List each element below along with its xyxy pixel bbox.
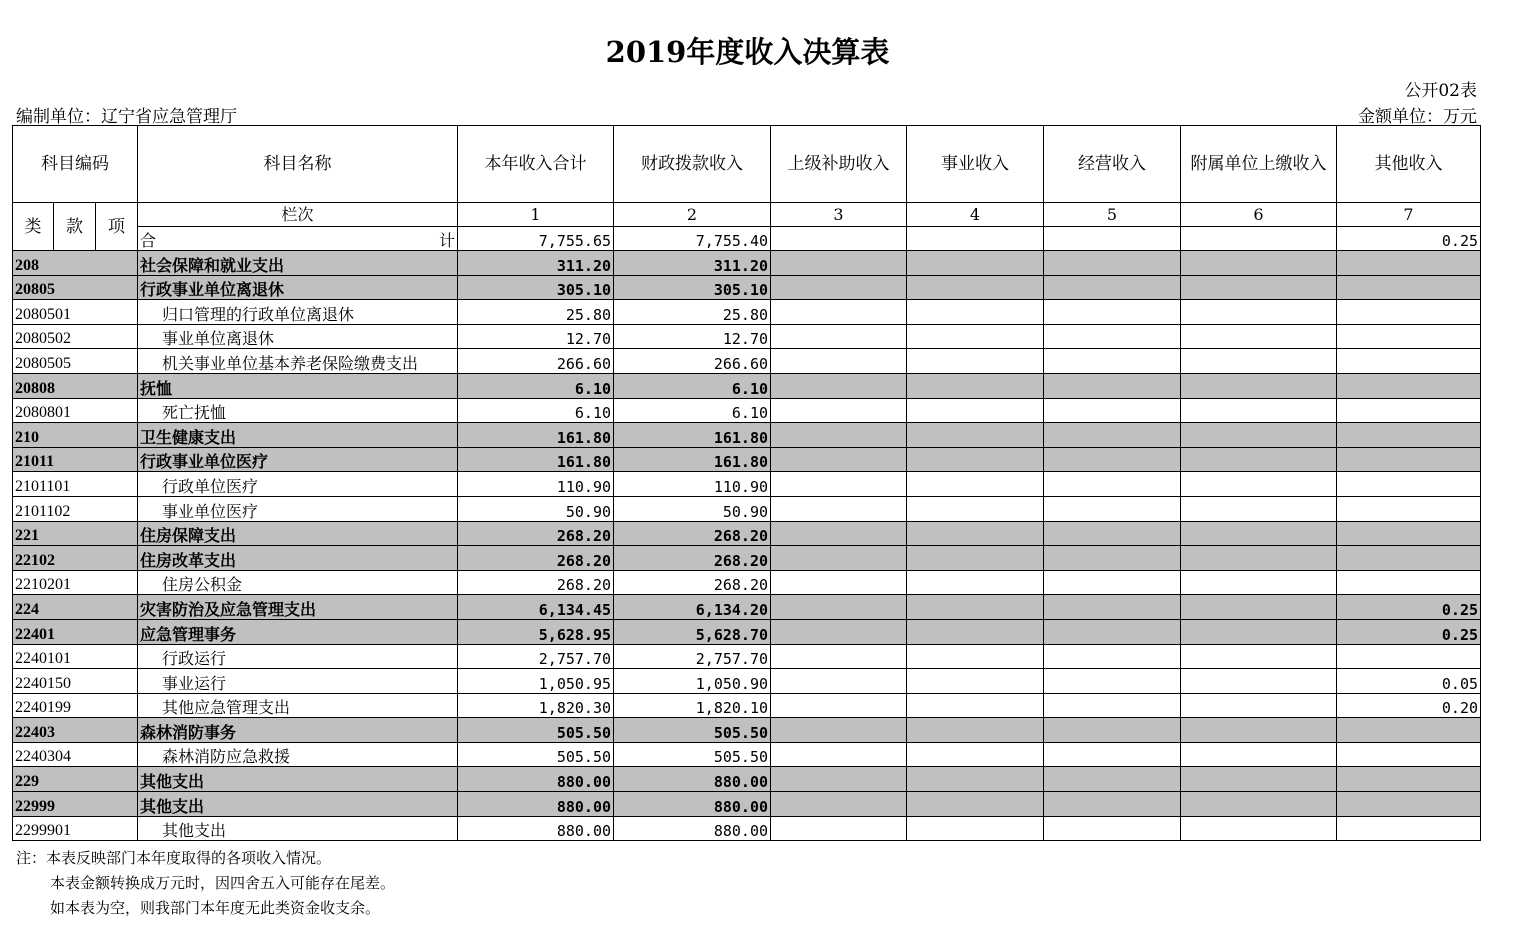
row-name: 抚恤 xyxy=(138,373,458,398)
row-value-5 xyxy=(1044,300,1181,325)
row-value-3 xyxy=(771,373,907,398)
header-col-2: 财政拨款收入 xyxy=(614,126,771,203)
col-index-6: 6 xyxy=(1181,203,1337,227)
table-row xyxy=(13,595,1481,620)
row-code: 229 xyxy=(13,767,138,792)
row-value-6 xyxy=(1181,816,1337,841)
row-value-6 xyxy=(1181,767,1337,792)
row-value-2: 2,757.70 xyxy=(614,644,771,669)
table-row xyxy=(13,251,1481,276)
row-value-6 xyxy=(1181,546,1337,571)
row-value-3 xyxy=(771,447,907,472)
col-index-3: 3 xyxy=(771,203,907,227)
row-value-5 xyxy=(1044,275,1181,300)
row-value-2: 110.90 xyxy=(614,472,771,497)
row-code: 2210201 xyxy=(13,570,138,595)
row-name: 森林消防应急救援 xyxy=(138,742,458,767)
row-value-4 xyxy=(907,423,1044,448)
row-value-2: 880.00 xyxy=(614,767,771,792)
row-name: 应急管理事务 xyxy=(138,619,458,644)
row-name: 事业运行 xyxy=(138,669,458,694)
page-title: 2019年度收入决算表 xyxy=(605,35,890,69)
row-value-2: 6.10 xyxy=(614,398,771,423)
header-xiang: 项 xyxy=(96,203,138,251)
header-kuan: 款 xyxy=(54,203,96,251)
table-row xyxy=(13,373,1481,398)
row-value-2: 5,628.70 xyxy=(614,619,771,644)
col-index-1: 1 xyxy=(458,203,614,227)
row-code: 210 xyxy=(13,423,138,448)
header-col-1: 本年收入合计 xyxy=(458,126,614,203)
row-value-2: 12.70 xyxy=(614,324,771,349)
row-value-1: 110.90 xyxy=(458,472,614,497)
row-value-4 xyxy=(907,792,1044,817)
row-value-7 xyxy=(1337,570,1481,595)
row-name: 住房改革支出 xyxy=(138,546,458,571)
row-value-5 xyxy=(1044,742,1181,767)
row-code: 208 xyxy=(13,251,138,276)
row-name: 其他支出 xyxy=(138,767,458,792)
row-value-4 xyxy=(907,398,1044,423)
row-value-3 xyxy=(771,669,907,694)
row-code: 2080501 xyxy=(13,300,138,325)
row-value-3 xyxy=(771,792,907,817)
row-code: 2080801 xyxy=(13,398,138,423)
row-value-3 xyxy=(771,644,907,669)
table-row xyxy=(13,275,1481,300)
row-code: 22102 xyxy=(13,546,138,571)
row-value-5 xyxy=(1044,373,1181,398)
table-row xyxy=(13,300,1481,325)
row-value-7 xyxy=(1337,472,1481,497)
row-value-1: 505.50 xyxy=(458,718,614,743)
col-index-5: 5 xyxy=(1044,203,1181,227)
row-name: 森林消防事务 xyxy=(138,718,458,743)
row-value-5 xyxy=(1044,644,1181,669)
row-value-2: 505.50 xyxy=(614,742,771,767)
row-value-6 xyxy=(1181,496,1337,521)
note-line-1: 注：本表反映部门本年度取得的各项收入情况。 xyxy=(16,849,332,867)
row-value-3 xyxy=(771,595,907,620)
table-row xyxy=(13,693,1481,718)
row-value-6 xyxy=(1181,472,1337,497)
row-name: 机关事业单位基本养老保险缴费支出 xyxy=(138,349,458,374)
row-value-4 xyxy=(907,349,1044,374)
row-value-7 xyxy=(1337,496,1481,521)
row-value-2: 1,820.10 xyxy=(614,693,771,718)
row-value-5 xyxy=(1044,669,1181,694)
row-value-1: 5,628.95 xyxy=(458,619,614,644)
notes xyxy=(16,846,395,921)
header-row xyxy=(13,126,1481,203)
row-value-5 xyxy=(1044,472,1181,497)
row-value-6 xyxy=(1181,275,1337,300)
row-value-4 xyxy=(907,767,1044,792)
total-row xyxy=(13,227,1481,251)
row-value-4 xyxy=(907,496,1044,521)
row-value-7 xyxy=(1337,816,1481,841)
row-code: 2240150 xyxy=(13,669,138,694)
table-row xyxy=(13,521,1481,546)
col-index-4: 4 xyxy=(907,203,1044,227)
row-value-3 xyxy=(771,496,907,521)
row-name: 社会保障和就业支出 xyxy=(138,251,458,276)
row-value-2: 50.90 xyxy=(614,496,771,521)
row-value-5 xyxy=(1044,447,1181,472)
table-row xyxy=(13,398,1481,423)
header-col-3: 上级补助收入 xyxy=(771,126,907,203)
row-value-4 xyxy=(907,742,1044,767)
row-name: 事业单位医疗 xyxy=(138,496,458,521)
total-label-he: 合 xyxy=(140,231,157,250)
table-row xyxy=(13,742,1481,767)
row-value-2: 268.20 xyxy=(614,570,771,595)
row-value-5 xyxy=(1044,718,1181,743)
row-value-6 xyxy=(1181,693,1337,718)
row-value-4 xyxy=(907,595,1044,620)
row-value-5 xyxy=(1044,767,1181,792)
total-value-6 xyxy=(1181,227,1337,251)
header-lei: 类 xyxy=(13,203,54,251)
row-code: 2101102 xyxy=(13,496,138,521)
table-row xyxy=(13,447,1481,472)
row-code: 2240101 xyxy=(13,644,138,669)
row-value-4 xyxy=(907,570,1044,595)
row-value-1: 1,820.30 xyxy=(458,693,614,718)
row-name: 行政事业单位医疗 xyxy=(138,447,458,472)
income-final-account-table xyxy=(12,125,1481,841)
row-value-7 xyxy=(1337,398,1481,423)
row-value-4 xyxy=(907,300,1044,325)
table-row xyxy=(13,496,1481,521)
row-value-4 xyxy=(907,693,1044,718)
row-name: 其他支出 xyxy=(138,816,458,841)
row-value-1: 305.10 xyxy=(458,275,614,300)
row-value-3 xyxy=(771,472,907,497)
row-value-2: 311.20 xyxy=(614,251,771,276)
row-code: 20808 xyxy=(13,373,138,398)
row-value-6 xyxy=(1181,595,1337,620)
table-row xyxy=(13,546,1481,571)
row-value-1: 268.20 xyxy=(458,570,614,595)
row-value-2: 268.20 xyxy=(614,521,771,546)
row-value-7 xyxy=(1337,447,1481,472)
row-value-7 xyxy=(1337,349,1481,374)
row-value-6 xyxy=(1181,373,1337,398)
row-name: 行政单位医疗 xyxy=(138,472,458,497)
row-value-6 xyxy=(1181,619,1337,644)
table-row xyxy=(13,324,1481,349)
row-value-4 xyxy=(907,251,1044,276)
row-value-1: 880.00 xyxy=(458,816,614,841)
row-value-6 xyxy=(1181,447,1337,472)
row-value-3 xyxy=(771,300,907,325)
row-value-7: 0.25 xyxy=(1337,619,1481,644)
row-value-3 xyxy=(771,521,907,546)
row-value-7 xyxy=(1337,251,1481,276)
row-code: 20805 xyxy=(13,275,138,300)
row-value-3 xyxy=(771,398,907,423)
row-value-1: 311.20 xyxy=(458,251,614,276)
total-label-ji: 计 xyxy=(439,231,456,250)
row-value-4 xyxy=(907,718,1044,743)
note-line-2: 本表金额转换成万元时，因四舍五入可能存在尾差。 xyxy=(50,874,396,892)
row-value-5 xyxy=(1044,546,1181,571)
row-value-2: 880.00 xyxy=(614,792,771,817)
row-value-6 xyxy=(1181,324,1337,349)
row-value-5 xyxy=(1044,693,1181,718)
row-value-7 xyxy=(1337,521,1481,546)
total-value-1: 7,755.65 xyxy=(458,227,614,251)
row-value-5 xyxy=(1044,496,1181,521)
row-name: 事业单位离退休 xyxy=(138,324,458,349)
row-name: 其他支出 xyxy=(138,792,458,817)
row-value-1: 268.20 xyxy=(458,546,614,571)
row-value-6 xyxy=(1181,570,1337,595)
header-lanci: 栏次 xyxy=(138,203,458,227)
row-value-2: 25.80 xyxy=(614,300,771,325)
row-value-7 xyxy=(1337,546,1481,571)
row-value-1: 268.20 xyxy=(458,521,614,546)
row-name: 死亡抚恤 xyxy=(138,398,458,423)
row-value-6 xyxy=(1181,718,1337,743)
row-value-3 xyxy=(771,816,907,841)
header-col-6: 附属单位上缴收入 xyxy=(1181,126,1337,203)
total-label xyxy=(138,227,458,251)
row-value-1: 1,050.95 xyxy=(458,669,614,694)
row-value-3 xyxy=(771,349,907,374)
row-value-4 xyxy=(907,472,1044,497)
row-code: 2080505 xyxy=(13,349,138,374)
total-value-4 xyxy=(907,227,1044,251)
row-value-3 xyxy=(771,693,907,718)
row-value-3 xyxy=(771,324,907,349)
row-value-5 xyxy=(1044,521,1181,546)
total-value-5 xyxy=(1044,227,1181,251)
row-value-7 xyxy=(1337,373,1481,398)
form-number: 公开02表 xyxy=(1404,81,1477,101)
row-value-4 xyxy=(907,816,1044,841)
row-value-3 xyxy=(771,275,907,300)
row-value-3 xyxy=(771,619,907,644)
header-col-4: 事业收入 xyxy=(907,126,1044,203)
row-value-5 xyxy=(1044,251,1181,276)
row-value-7 xyxy=(1337,718,1481,743)
row-name: 行政运行 xyxy=(138,644,458,669)
row-value-7 xyxy=(1337,423,1481,448)
row-value-4 xyxy=(907,373,1044,398)
table-row xyxy=(13,792,1481,817)
row-name: 卫生健康支出 xyxy=(138,423,458,448)
row-code: 2240199 xyxy=(13,693,138,718)
col-index-7: 7 xyxy=(1337,203,1481,227)
row-value-3 xyxy=(771,546,907,571)
row-value-1: 880.00 xyxy=(458,767,614,792)
row-value-2: 505.50 xyxy=(614,718,771,743)
column-index-row xyxy=(13,203,1481,227)
row-value-6 xyxy=(1181,742,1337,767)
row-value-3 xyxy=(771,251,907,276)
row-value-4 xyxy=(907,324,1044,349)
row-value-1: 6.10 xyxy=(458,398,614,423)
row-value-5 xyxy=(1044,423,1181,448)
row-value-7 xyxy=(1337,644,1481,669)
row-value-1: 50.90 xyxy=(458,496,614,521)
total-value-7: 0.25 xyxy=(1337,227,1481,251)
header-code: 科目编码 xyxy=(13,126,138,203)
row-value-7: 0.05 xyxy=(1337,669,1481,694)
row-code: 2240304 xyxy=(13,742,138,767)
row-value-3 xyxy=(771,718,907,743)
row-value-2: 161.80 xyxy=(614,447,771,472)
row-value-1: 12.70 xyxy=(458,324,614,349)
row-value-7 xyxy=(1337,324,1481,349)
row-name: 其他应急管理支出 xyxy=(138,693,458,718)
row-value-2: 1,050.90 xyxy=(614,669,771,694)
row-value-6 xyxy=(1181,300,1337,325)
table-row xyxy=(13,349,1481,374)
row-value-5 xyxy=(1044,792,1181,817)
compiling-unit: 编制单位：辽宁省应急管理厅 xyxy=(16,107,237,127)
row-code: 221 xyxy=(13,521,138,546)
row-value-7: 0.25 xyxy=(1337,595,1481,620)
row-name: 住房公积金 xyxy=(138,570,458,595)
row-value-3 xyxy=(771,767,907,792)
row-value-4 xyxy=(907,521,1044,546)
row-code: 2101101 xyxy=(13,472,138,497)
table-row xyxy=(13,816,1481,841)
table-row xyxy=(13,718,1481,743)
row-code: 21011 xyxy=(13,447,138,472)
row-code: 22999 xyxy=(13,792,138,817)
row-value-7 xyxy=(1337,300,1481,325)
row-value-6 xyxy=(1181,669,1337,694)
row-value-4 xyxy=(907,619,1044,644)
row-value-5 xyxy=(1044,595,1181,620)
row-value-7 xyxy=(1337,792,1481,817)
row-value-6 xyxy=(1181,251,1337,276)
row-value-1: 505.50 xyxy=(458,742,614,767)
row-value-5 xyxy=(1044,619,1181,644)
row-name: 灾害防治及应急管理支出 xyxy=(138,595,458,620)
total-value-3 xyxy=(771,227,907,251)
row-value-2: 268.20 xyxy=(614,546,771,571)
row-value-6 xyxy=(1181,349,1337,374)
row-value-1: 161.80 xyxy=(458,423,614,448)
row-value-4 xyxy=(907,546,1044,571)
table-row xyxy=(13,570,1481,595)
row-value-6 xyxy=(1181,792,1337,817)
row-value-7 xyxy=(1337,742,1481,767)
table-row xyxy=(13,644,1481,669)
total-value-2: 7,755.40 xyxy=(614,227,771,251)
note-line-3: 如本表为空，则我部门本年度无此类资金收支余。 xyxy=(50,899,381,917)
row-value-1: 880.00 xyxy=(458,792,614,817)
row-code: 2080502 xyxy=(13,324,138,349)
header-name: 科目名称 xyxy=(138,126,458,203)
row-value-6 xyxy=(1181,398,1337,423)
table-row xyxy=(13,767,1481,792)
row-value-2: 6.10 xyxy=(614,373,771,398)
table-row xyxy=(13,669,1481,694)
row-value-5 xyxy=(1044,570,1181,595)
row-value-4 xyxy=(907,644,1044,669)
col-index-2: 2 xyxy=(614,203,771,227)
row-name: 归口管理的行政单位离退休 xyxy=(138,300,458,325)
row-value-7: 0.20 xyxy=(1337,693,1481,718)
row-value-1: 161.80 xyxy=(458,447,614,472)
row-value-6 xyxy=(1181,644,1337,669)
row-value-5 xyxy=(1044,398,1181,423)
row-value-4 xyxy=(907,669,1044,694)
row-code: 2299901 xyxy=(13,816,138,841)
row-value-6 xyxy=(1181,423,1337,448)
row-value-5 xyxy=(1044,816,1181,841)
row-code: 22401 xyxy=(13,619,138,644)
row-value-2: 880.00 xyxy=(614,816,771,841)
table-row xyxy=(13,423,1481,448)
row-name: 住房保障支出 xyxy=(138,521,458,546)
row-value-2: 266.60 xyxy=(614,349,771,374)
row-value-4 xyxy=(907,447,1044,472)
table-row xyxy=(13,472,1481,497)
row-value-3 xyxy=(771,570,907,595)
row-value-7 xyxy=(1337,275,1481,300)
row-value-3 xyxy=(771,423,907,448)
row-value-1: 266.60 xyxy=(458,349,614,374)
row-value-2: 6,134.20 xyxy=(614,595,771,620)
header-col-7: 其他收入 xyxy=(1337,126,1481,203)
row-value-1: 6,134.45 xyxy=(458,595,614,620)
row-value-5 xyxy=(1044,324,1181,349)
row-code: 224 xyxy=(13,595,138,620)
row-value-2: 305.10 xyxy=(614,275,771,300)
row-value-3 xyxy=(771,742,907,767)
row-value-1: 25.80 xyxy=(458,300,614,325)
header-col-5: 经营收入 xyxy=(1044,126,1181,203)
row-name: 行政事业单位离退休 xyxy=(138,275,458,300)
money-unit: 金额单位：万元 xyxy=(1358,107,1477,127)
row-code: 22403 xyxy=(13,718,138,743)
row-value-6 xyxy=(1181,521,1337,546)
row-value-4 xyxy=(907,275,1044,300)
row-value-2: 161.80 xyxy=(614,423,771,448)
row-value-1: 2,757.70 xyxy=(458,644,614,669)
row-value-1: 6.10 xyxy=(458,373,614,398)
row-value-7 xyxy=(1337,767,1481,792)
row-value-5 xyxy=(1044,349,1181,374)
table-row xyxy=(13,619,1481,644)
